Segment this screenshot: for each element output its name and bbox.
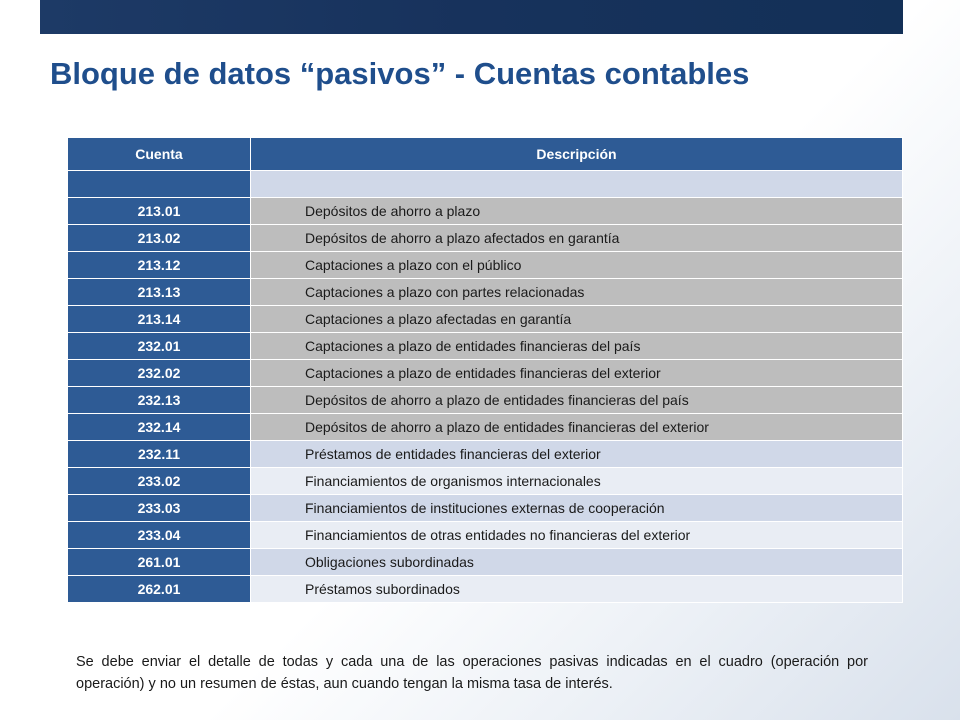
account-code-cell: 232.02: [68, 360, 251, 387]
account-description-cell: Depósitos de ahorro a plazo de entidades financieras del exterior: [251, 414, 903, 441]
table-row: [68, 549, 903, 576]
table-row: [68, 252, 903, 279]
account-description-cell: Financiamientos de organismos internacionales: [251, 468, 903, 495]
slide-title: Bloque de datos “pasivos” - Cuentas contables: [50, 56, 750, 91]
account-description-cell: Obligaciones subordinadas: [251, 549, 903, 576]
account-code-cell: 233.02: [68, 468, 251, 495]
top-banner-bar: [40, 0, 903, 34]
account-description-cell: Captaciones a plazo con partes relacionadas: [251, 279, 903, 306]
account-description-cell: Depósitos de ahorro a plazo de entidades financieras del país: [251, 387, 903, 414]
account-description-cell: Depósitos de ahorro a plazo afectados en garantía: [251, 225, 903, 252]
table-row: [68, 198, 903, 225]
account-code-cell: [68, 171, 251, 198]
footnote: Se debe enviar el detalle de todas y cada una de las operaciones pasivas indicadas en el cuadro (operación por operación) y no un resumen de éstas, aun cuando tengan la misma tasa de interés.: [76, 654, 868, 692]
account-description-cell: Préstamos de entidades financieras del exterior: [251, 441, 903, 468]
table-row: [68, 279, 903, 306]
account-description-cell: Depósitos de ahorro a plazo: [251, 198, 903, 225]
account-code-cell: 262.01: [68, 576, 251, 603]
account-code-cell: 213.12: [68, 252, 251, 279]
table-body: [68, 171, 903, 603]
column-header-cuenta: Cuenta: [68, 138, 251, 171]
account-code-cell: 213.14: [68, 306, 251, 333]
account-code-cell: 213.01: [68, 198, 251, 225]
table-row: [68, 414, 903, 441]
account-code-cell: 232.14: [68, 414, 251, 441]
account-code-cell: 232.11: [68, 441, 251, 468]
table-row: [68, 171, 903, 198]
accounts-table: [67, 137, 903, 603]
account-description-cell: Captaciones a plazo de entidades financieras del exterior: [251, 360, 903, 387]
table-row: [68, 306, 903, 333]
table-row: [68, 387, 903, 414]
account-description-cell: Préstamos subordinados: [251, 576, 903, 603]
table-header-row: [68, 138, 903, 171]
account-description-cell: Captaciones a plazo con el público: [251, 252, 903, 279]
table-row: [68, 225, 903, 252]
account-code-cell: 233.03: [68, 495, 251, 522]
account-code-cell: 213.13: [68, 279, 251, 306]
table-row: [68, 468, 903, 495]
account-code-cell: 213.02: [68, 225, 251, 252]
table-row: [68, 333, 903, 360]
account-description-cell: Financiamientos de instituciones externas de cooperación: [251, 495, 903, 522]
account-code-cell: 232.13: [68, 387, 251, 414]
column-header-descripcion: Descripción: [251, 138, 903, 171]
account-code-cell: 233.04: [68, 522, 251, 549]
table-row: [68, 441, 903, 468]
table-row: [68, 522, 903, 549]
account-description-cell: [251, 171, 903, 198]
account-description-cell: Financiamientos de otras entidades no financieras del exterior: [251, 522, 903, 549]
account-code-cell: 261.01: [68, 549, 251, 576]
account-description-cell: Captaciones a plazo de entidades financieras del país: [251, 333, 903, 360]
table-row: [68, 576, 903, 603]
account-code-cell: 232.01: [68, 333, 251, 360]
table-row: [68, 495, 903, 522]
account-description-cell: Captaciones a plazo afectadas en garantía: [251, 306, 903, 333]
table-row: [68, 360, 903, 387]
